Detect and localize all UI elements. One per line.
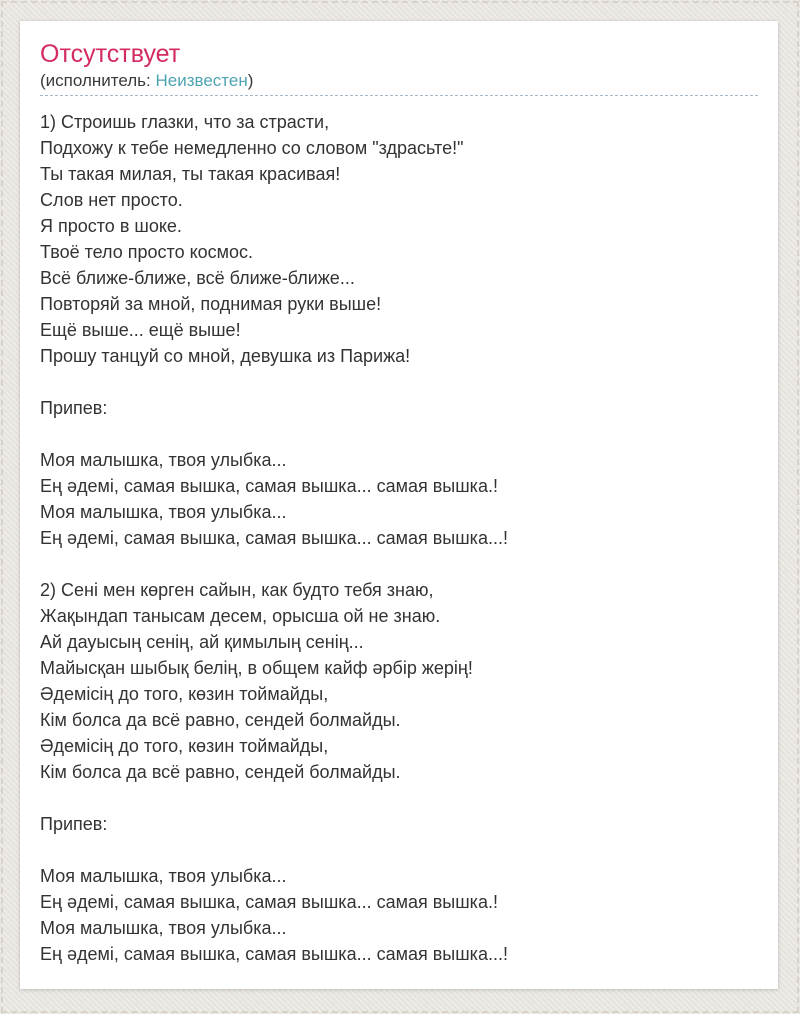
lyric-line: Кім болса да всё равно, сендей болмайды.	[40, 762, 401, 782]
lyric-line: Подхожу к тебе немедленно со словом "здрасьте!"	[40, 138, 464, 158]
lyric-line: Моя малышка, твоя улыбка...	[40, 450, 287, 470]
lyric-line: Повторяй за мной, поднимая руки выше!	[40, 294, 382, 314]
lyric-line: Твоё тело просто космос.	[40, 242, 254, 262]
lyric-line	[40, 369, 758, 395]
lyric-line: Моя малышка, твоя улыбка...	[40, 866, 287, 886]
lyric-line: Я просто в шоке.	[40, 216, 182, 236]
lyrics	[40, 109, 758, 967]
lyric-line: Майысқан шыбық белің, в общем кайф әрбір жерің!	[40, 658, 473, 678]
song-title: Отсутствует	[40, 40, 181, 68]
artist-link[interactable]: Неизвестен	[155, 71, 248, 90]
lyric-line: Моя малышка, твоя улыбка...	[40, 918, 287, 938]
lyric-line: Ещё выше... ещё выше!	[40, 320, 241, 340]
lyric-line	[40, 785, 758, 811]
lyric-line: Всё ближе-ближе, всё ближе-ближе...	[40, 268, 355, 288]
lyric-line: Припев:	[40, 814, 108, 834]
artist-label-prefix: (исполнитель:	[40, 71, 156, 90]
lyric-line: Ең әдемі, самая вышка, самая вышка... самая вышка...!	[40, 944, 508, 964]
lyrics-card	[20, 21, 778, 989]
lyric-line: Ай дауысың сенің, ай қимылың сенің...	[40, 632, 364, 652]
lyric-line: Кім болса да всё равно, сендей болмайды.	[40, 710, 401, 730]
lyric-line: Слов нет просто.	[40, 190, 183, 210]
dashed-separator	[40, 95, 758, 96]
lyric-line	[40, 837, 758, 863]
artist-line	[40, 71, 758, 91]
lyric-line: Ең әдемі, самая вышка, самая вышка... самая вышка...!	[40, 528, 508, 548]
lyric-line: Ең әдемі, самая вышка, самая вышка... самая вышка.!	[40, 892, 498, 912]
lyric-line: Прошу танцуй со мной, девушка из Парижа!	[40, 346, 411, 366]
lyric-line: Ты такая милая, ты такая красивая!	[40, 164, 341, 184]
lyric-line: Әдемісің до того, көзин тоймайды,	[40, 736, 329, 756]
lyric-line	[40, 421, 758, 447]
lyric-line: 1) Строишь глазки, что за страсти,	[40, 112, 330, 132]
lyric-line: Ең әдемі, самая вышка, самая вышка... самая вышка.!	[40, 476, 498, 496]
artist-label-suffix: )	[247, 71, 254, 90]
lyric-line: 2) Сені мен көрген сайын, как будто тебя знаю,	[40, 580, 434, 600]
lyric-line: Припев:	[40, 398, 108, 418]
lyric-line	[40, 551, 758, 577]
lyric-line: Жақындап танысам десем, орысша ой не знаю.	[40, 606, 441, 626]
lyric-line: Моя малышка, твоя улыбка...	[40, 502, 287, 522]
lyric-line: Әдемісің до того, көзин тоймайды,	[40, 684, 329, 704]
